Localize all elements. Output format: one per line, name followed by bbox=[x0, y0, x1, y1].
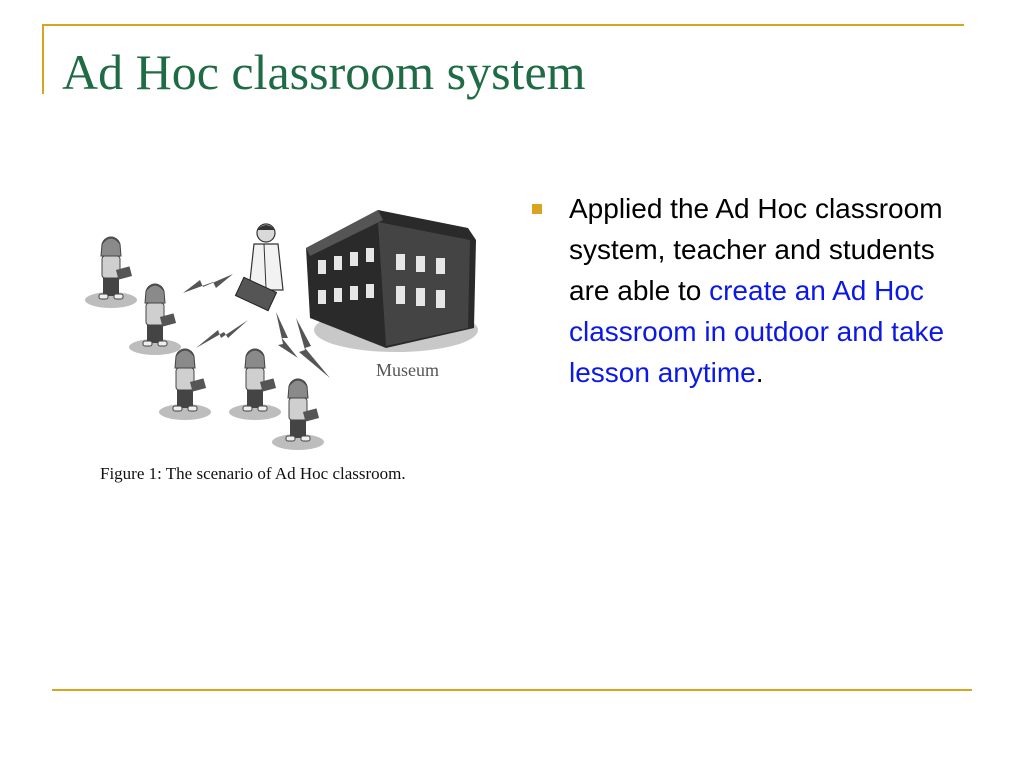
top-rule bbox=[42, 24, 964, 26]
bullet-text-end: . bbox=[755, 357, 764, 388]
bullet-highlight: create an Ad Hoc classroom in outdoor and take lesson anytime bbox=[569, 275, 945, 388]
scenario-figure bbox=[78, 200, 498, 500]
bullet-marker-icon bbox=[532, 204, 542, 214]
museum-building-icon bbox=[306, 210, 478, 352]
figure-caption: Figure 1: The scenario of Ad Hoc classroom. bbox=[100, 464, 406, 483]
bullet-text-start: Applied the Ad Hoc classroom system, teacher and students are able to bbox=[569, 193, 943, 306]
bottom-rule bbox=[52, 689, 972, 691]
teacher-icon bbox=[235, 224, 283, 311]
museum-label: Museum bbox=[376, 360, 439, 380]
slide-title: Ad Hoc classroom system bbox=[62, 44, 586, 100]
title-side-rule bbox=[42, 24, 44, 94]
scenario-illustration bbox=[78, 200, 498, 500]
bullet-item bbox=[569, 188, 964, 393]
